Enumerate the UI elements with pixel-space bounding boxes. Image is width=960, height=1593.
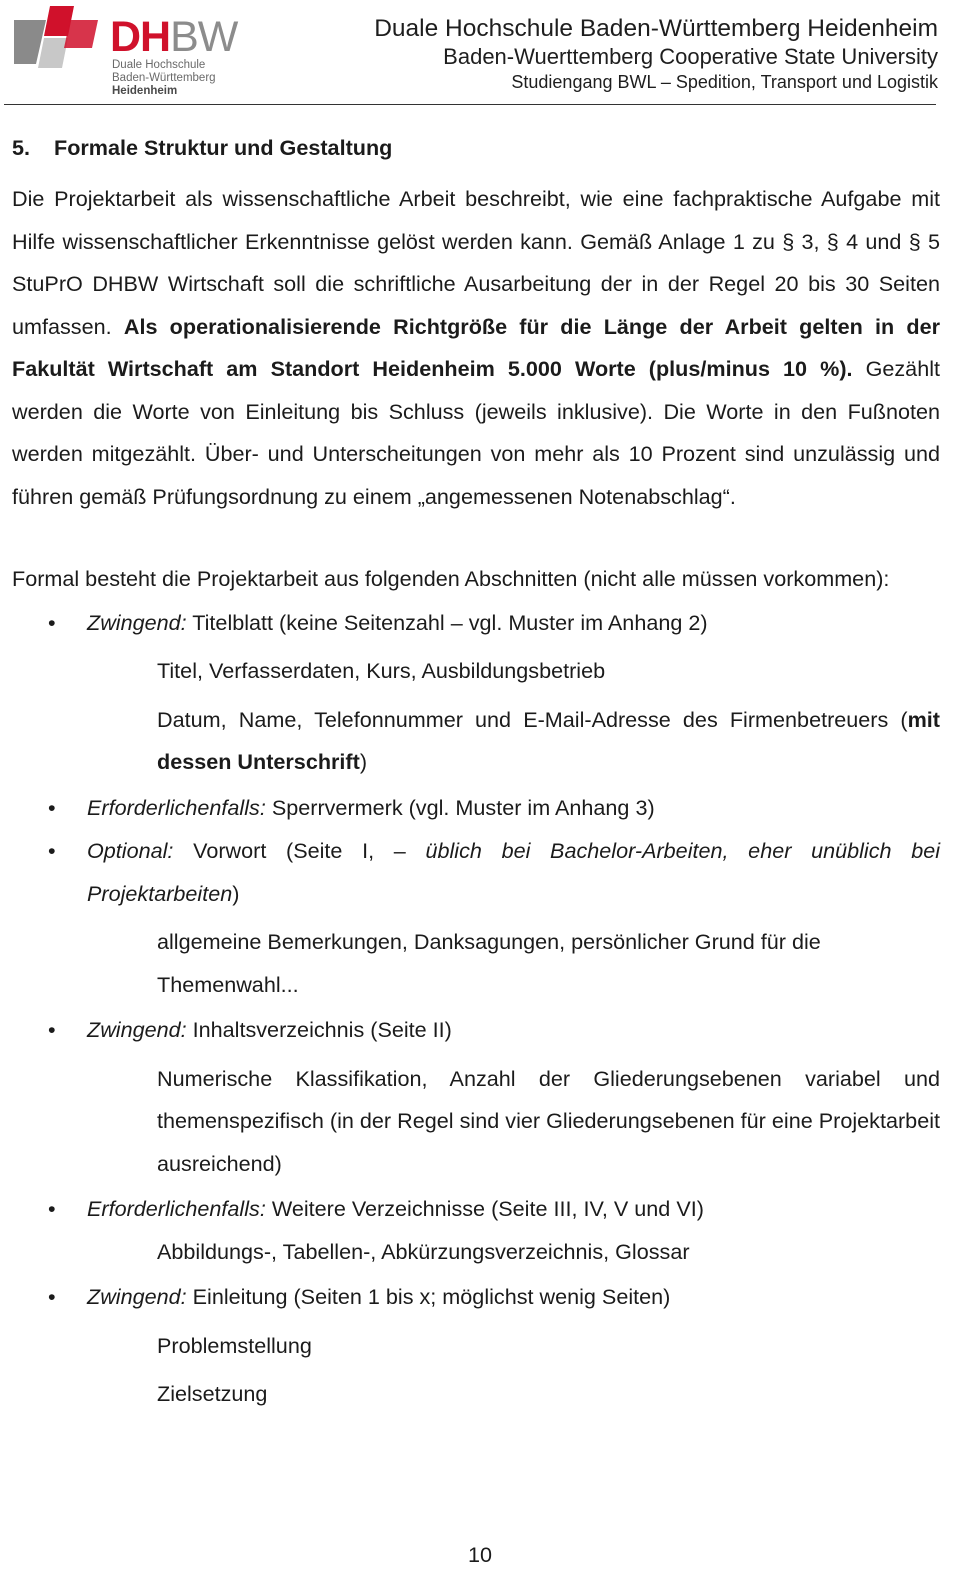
logo-wordmark: DHBW [110,13,238,61]
list-item-titelblatt: • Zwingend: Titelblatt (keine Seitenzahl – vgl. Muster im Anhang 2) Titel, Verfasserdaten, Kurs, Ausbildungsbetrieb Datum, Name, Telefonnummer und E-Mail-Adresse des Firmenbetreuers (mit dessen Unterschrift) [12,602,940,784]
list-item-sperrvermerk: • Erforderlichenfalls: Sperrvermerk (vgl. Muster im Anhang 3) [12,787,940,830]
dhbw-logo [12,2,238,102]
header-rule [4,104,936,105]
page-content [12,128,940,1416]
header-line-2: Baden-Wuerttemberg Cooperative State University [443,44,938,69]
list-item-vorwort: • Optional: Vorwort (Seite I, – üblich bei Bachelor-Arbeiten, eher unüblich bei Projektarbeiten) allgemeine Bemerkungen, Danksagungen, persönlicher Grund für die Themenwahl... [12,830,940,1006]
section-list [12,602,940,1416]
paragraph-structure: Formal besteht die Projektarbeit aus folgenden Abschnitten (nicht alle müssen vorkommen): [12,566,890,591]
header-institution [374,14,938,93]
page-header [0,0,960,106]
list-item-verzeichnisse: • Erforderlichenfalls: Weitere Verzeichnisse (Seite III, IV, V und VI) Abbildungs-, Tabellen-, Abkürzungsverzeichnis, Glossar [12,1188,940,1273]
page-number: 10 [467,1542,493,1567]
header-line-3: Studiengang BWL – Spedition, Transport und Logistik [511,72,938,92]
logo-subtitle: Duale Hochschule Baden-Württemberg Heidenheim [112,59,216,97]
list-item-einleitung: • Zwingend: Einleitung (Seiten 1 bis x; möglichst wenig Seiten) Problemstellung Zielsetzung [12,1276,940,1416]
logo-mark-icon [12,6,102,78]
header-line-1: Duale Hochschule Baden-Württemberg Heidenheim [374,15,938,42]
list-item-inhaltsverzeichnis: • Zwingend: Inhaltsverzeichnis (Seite II) Numerische Klassifikation, Anzahl der Gliederungsebenen variabel und themenspezifisch (in der Regel sind vier Gliederungsebenen für eine Projektarbeit ausreichend) [12,1009,940,1185]
section-heading: 5. Formale Struktur und Gestaltung [12,135,393,160]
paragraph-intro: Die Projektarbeit als wissenschaftliche Arbeit beschreibt, wie eine fachpraktische Aufgabe mit Hilfe wissenschaftlicher Erkenntnisse gelöst werden kann. Gemäß Anlage 1 zu § 3, § 4 und § 5 StuPrO DHBW Wirtschaft soll die schriftliche Ausarbeitung der in der Regel 20 bis 30 Seiten umfassen. Als operationalisierende Richtgröße für die Länge der Arbeit gelten in der Fakultät Wirtschaft am Standort Heidenheim 5.000 Worte (plus/minus 10 %). Gezählt werden die Worte von Einleitung bis Schluss (jeweils inklusive). Die Worte in den Fußnoten werden mitgezählt. Über- und Unterscheitungen von mehr als 10 Prozent sind unzulässig und führen gemäß Prüfungsordnung zu einem „angemessenen Notenabschlag“. [12,186,941,509]
